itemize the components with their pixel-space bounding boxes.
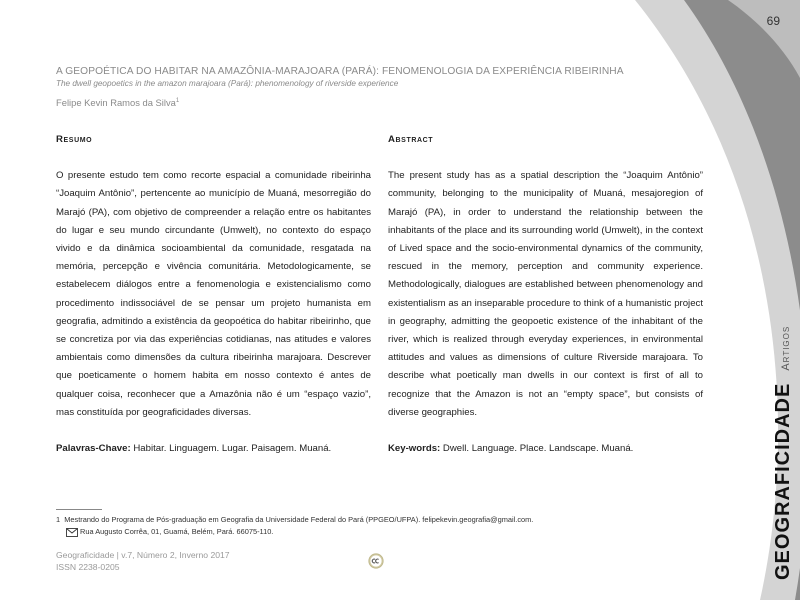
abstract-heading: Abstract	[388, 134, 434, 145]
footnote-address-line	[56, 526, 533, 538]
side-journal-label	[772, 326, 795, 580]
resumo-keywords-list: Habitar. Linguagem. Lugar. Paisagem. Muaná.	[133, 443, 332, 455]
author-name-text: Felipe Kevin Ramos da Silva	[56, 97, 176, 108]
resumo-body: O presente estudo tem como recorte espacial a comunidade ribeirinha “Joaquim Antônio”, pertencente ao município de Muaná, mesorregião do Marajó (PA), com objetivo de compreender a relação entre os habitantes do lugar e seu mundo circundante (Umwelt), no contexto do espaço vivido e da dinâmica socioambiental da comunidade, resgatada na memória, percepção e vivência comunitária. Metodologicamente, se estabelecem diálogos entre a fenomenologia e existencialismo como procedimento indissociável de se pensar um projeto humanista em geografia, admitindo a existência da geopoética do habitar ribeirinho, que se concretiza por via das experiências cotidianas, nas atitudes e valores ambientais como dimensões da cultura ribeirinha marajoara. Descrever que poeticamente o homem habita em nosso contexto é antes de qualquer coisa, reconhecer que a Amazônia não é um “espaço vazio”, mas constituída por geograficidades diversas.	[56, 170, 371, 418]
resumo-keywords-label: Palavras-Chave:	[56, 443, 131, 455]
abstract-keywords-label: Key-words:	[388, 443, 441, 455]
footnote-marker: 1	[56, 515, 61, 524]
footnote-text[interactable]: Mestrando do Programa de Pós-graduação em Geografia da Universidade Federal do Pará (PPGEO/UFPA). felipekevin.geografia@gmail.com.	[64, 515, 534, 524]
footnote-address: Rua Augusto Corrêa, 01, Guamá, Belém, Pará. 66075-110.	[80, 527, 274, 536]
abstract-body: The present study has as a spatial description the “Joaquim Antônio” community, belonging to the municipality of Muaná, mesajoregion of Marajó (PA), in order to understand the relationship between the inhabitants of the place and its surrounding world (Umwelt), in the context of Lived space and the socio-environmental dynamics of the community, rescued in the memory, perception and community experience. Methodologically, dialogues are established between phenomenology and existentialism as an inseparable procedure to think of a humanistic project in geography, admitting the geopoetic existence of the inhabitant of the river, which is realized through everyday experiences, in environmental attitudes and values as dimensions of culture Riverside marajoara. To describe what poetically man dwells in our context is first of all to recognize that the Amazon is not an “empty space”, but consists of diverse geographies.	[388, 170, 703, 418]
side-section-name: Artigos	[780, 325, 792, 371]
abstract-section	[388, 131, 703, 458]
footnote-line	[56, 514, 533, 526]
footnote	[56, 514, 533, 538]
resumo-section	[56, 131, 371, 458]
article-subtitle: The dwell geopoetics in the amazon marajoara (Pará): phenomenology of riverside experience	[56, 79, 399, 88]
envelope-icon	[66, 528, 78, 537]
resumo-keywords	[56, 440, 371, 458]
journal-issn: ISSN 2238-0205	[56, 562, 120, 572]
abstract-keywords	[388, 440, 703, 458]
author-name	[56, 97, 179, 108]
journal-info	[56, 549, 230, 573]
journal-issue: Geograficidade | v.7, Número 2, Inverno 2017	[56, 550, 230, 560]
footnote-divider	[56, 509, 102, 510]
page-number: 69	[766, 14, 780, 28]
creative-commons-icon[interactable]	[368, 553, 384, 569]
resumo-heading: Resumo	[56, 134, 93, 145]
abstract-keywords-list: Dwell. Language. Place. Landscape. Muaná.	[442, 443, 634, 455]
side-journal-name: GEOGRAFICIDADE	[772, 382, 794, 580]
article-title: A GEOPOÉTICA DO HABITAR NA AMAZÔNIA-MARAJOARA (PARÁ): FENOMENOLOGIA DA EXPERIÊNCIA RIBEIRINHA	[56, 66, 624, 77]
author-footnote-marker[interactable]: 1	[175, 97, 180, 104]
